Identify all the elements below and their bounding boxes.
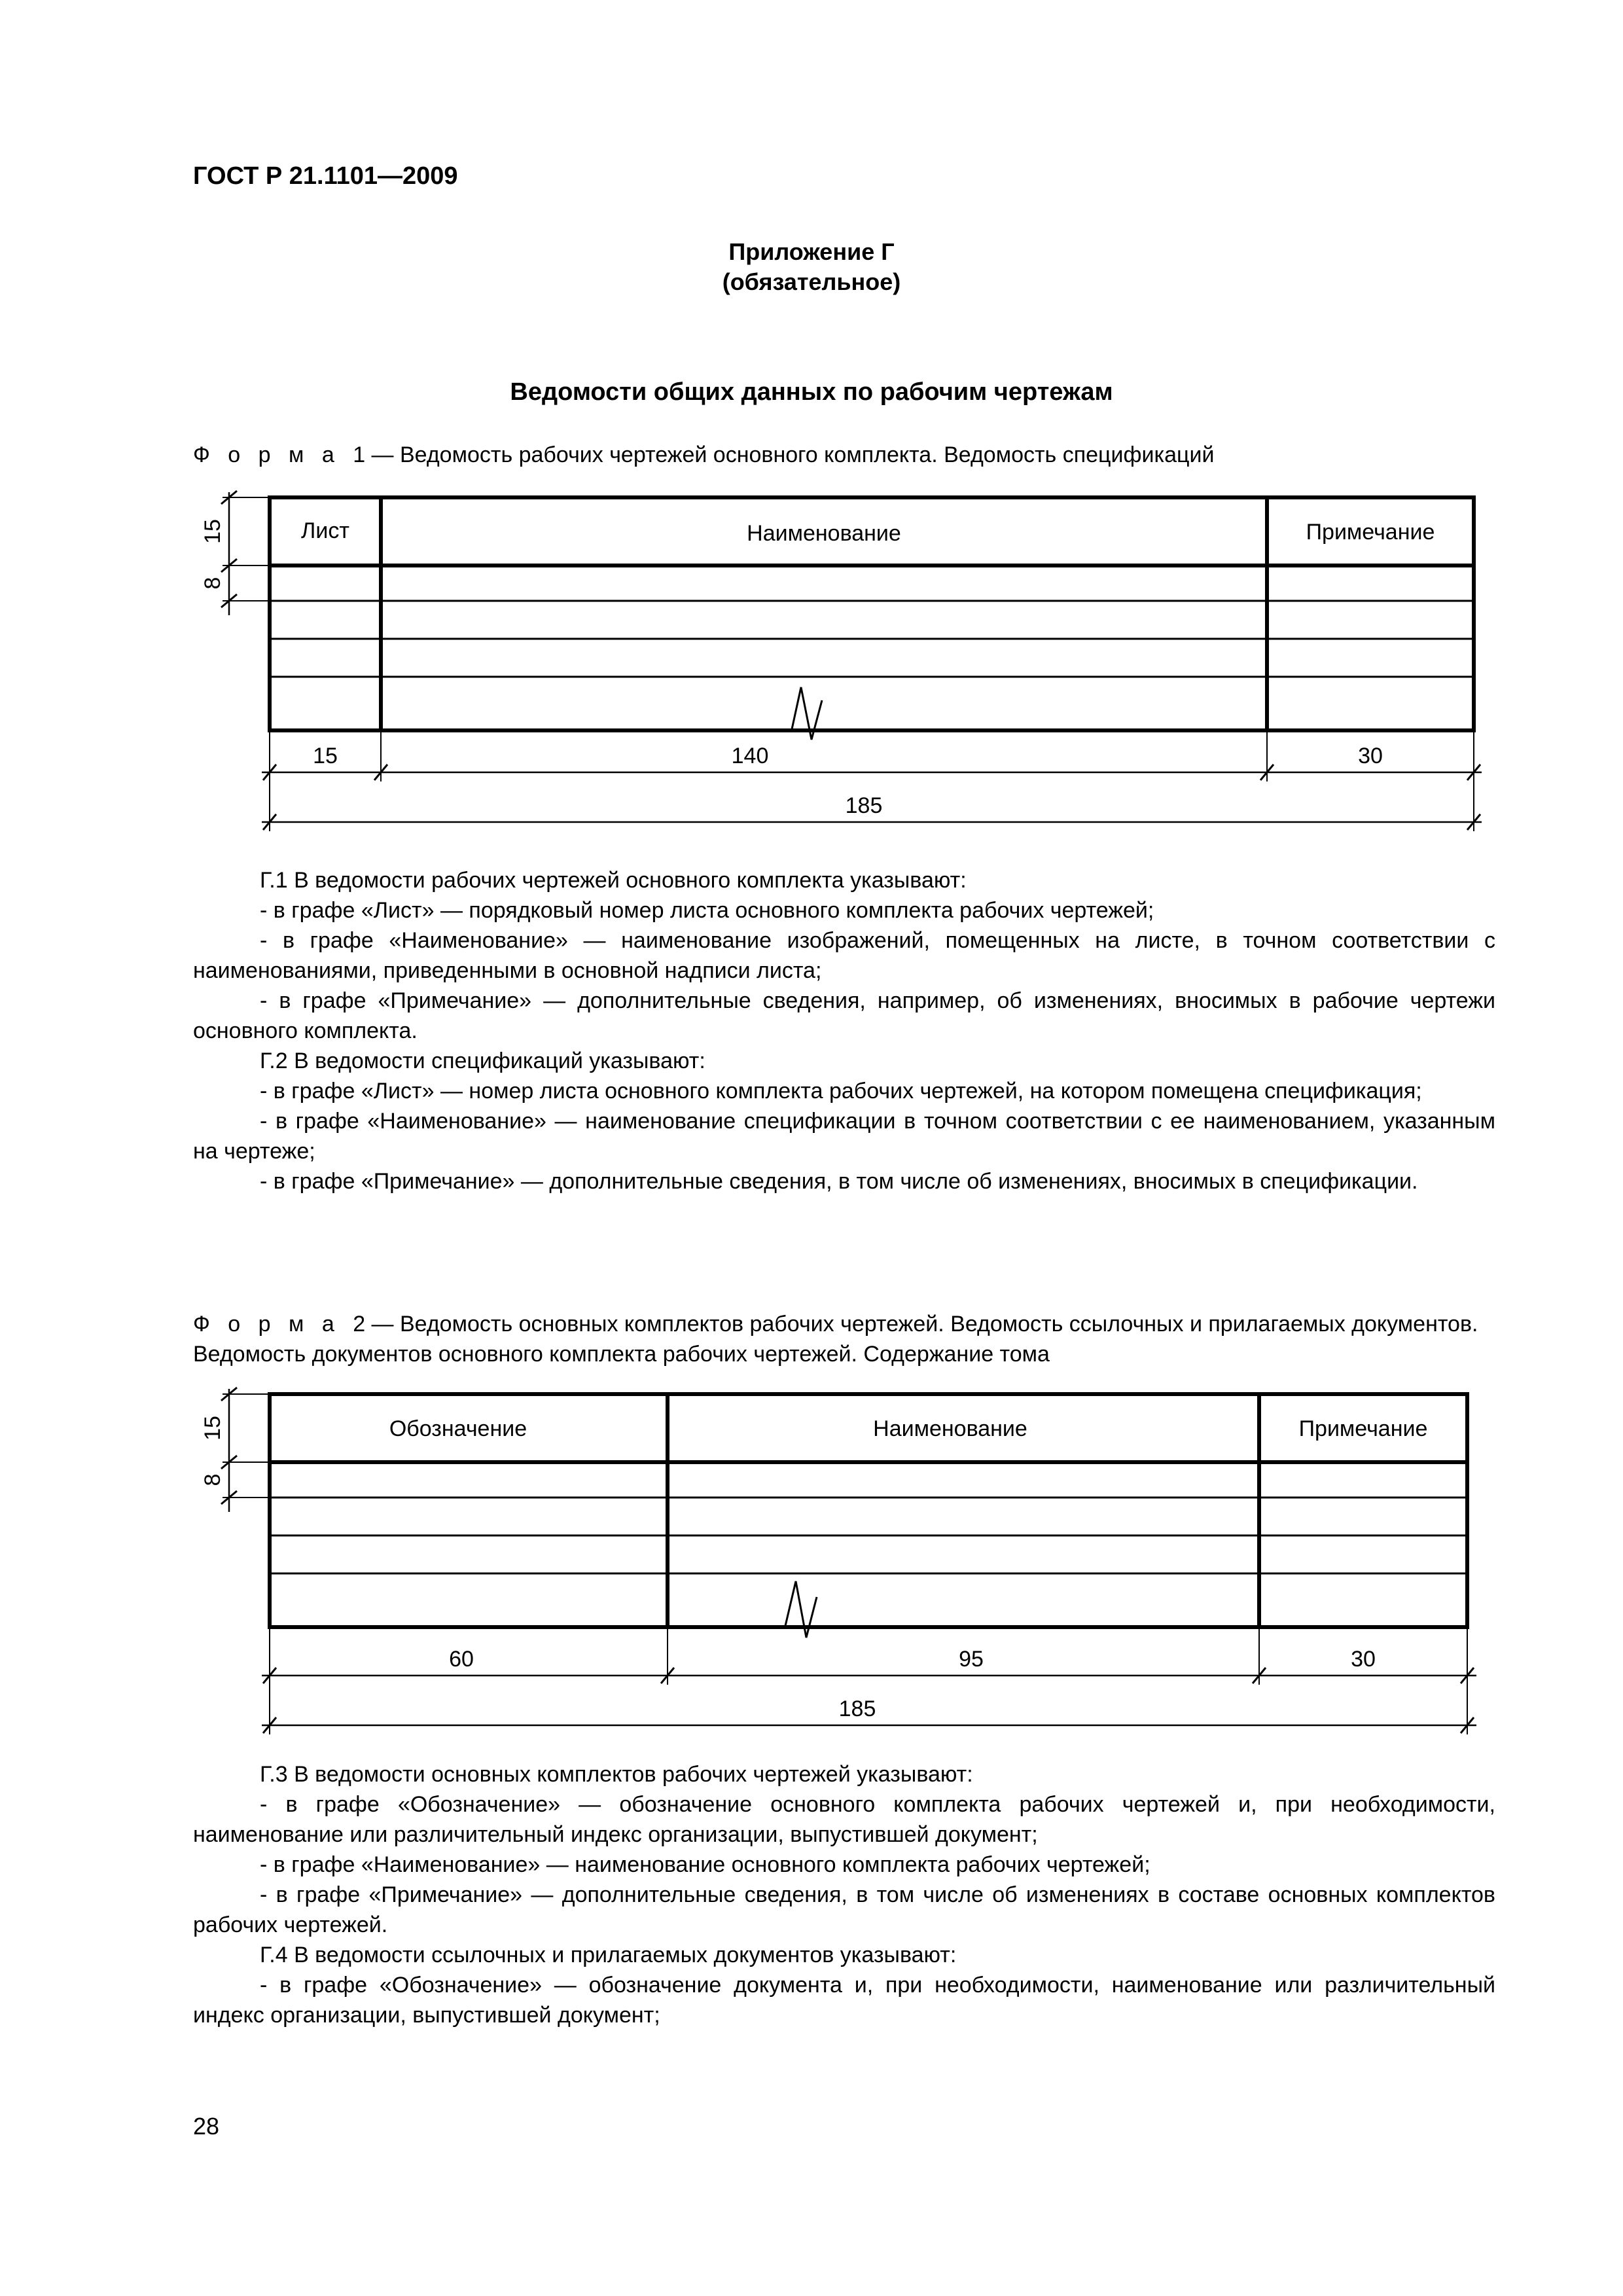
paragraph: - в графе «Обозначение» — обозначение документа и, при необходимости, наименование или различительный индекс организации, выпустившей документ;: [193, 1973, 1495, 2028]
form2-col3-header: Примечание: [1298, 1416, 1428, 1441]
form2-row-height: 8: [200, 1473, 225, 1486]
page-number: 28: [193, 2113, 220, 2140]
form1-width1: 15: [313, 744, 338, 768]
paragraph: Г.3 В ведомости основных комплектов рабочих чертежей указывают:: [260, 1762, 973, 1787]
form2-caption: [193, 1309, 1495, 1369]
form2-width2: 95: [959, 1647, 984, 1672]
form2-break-mark: [785, 1581, 817, 1638]
main-title: Ведомости общих данных по рабочим чертежам: [510, 378, 1113, 406]
section1-text: [193, 865, 1495, 1196]
form2-label: Ф о р м а: [193, 1312, 340, 1336]
form2-header-height: 15: [200, 1416, 225, 1441]
paragraph: Г.2 В ведомости спецификаций указывают:: [260, 1049, 705, 1073]
form2-width1: 60: [449, 1647, 474, 1672]
paragraph: - в графе «Обозначение» — обозначение основного комплекта рабочих чертежей и, при необходимости, наименование или различительный индекс организации, выпустившей документ;: [193, 1792, 1495, 1847]
form2-table-drawing: [0, 1381, 1623, 1748]
form2-width3: 30: [1351, 1647, 1376, 1672]
form1-col1-header: Лист: [301, 518, 349, 543]
paragraph: - в графе «Примечание» — дополнительные сведения, например, об изменениях, вносимых в рабочие чертежи основного комплекта.: [193, 988, 1495, 1043]
form1-header-height: 15: [200, 519, 225, 544]
form1-col3-header: Примечание: [1306, 520, 1435, 545]
paragraph: - в графе «Наименование» — наименование изображений, помещенных на листе, в точном соответствии с наименованиями, приведенными в основной надписи листа;: [193, 928, 1495, 983]
standard-designation: ГОСТ Р 21.1101—2009: [193, 162, 458, 190]
form1-width3: 30: [1358, 744, 1383, 768]
form1-label: Ф о р м а: [193, 442, 340, 467]
form2-caption-text: 2 — Ведомость основных комплектов рабочих чертежей. Ведомость ссылочных и прилагаемых документов. Ведомость документов основного комплекта рабочих чертежей. Содержание тома: [193, 1312, 1478, 1367]
form2-col1-header: Обозначение: [389, 1416, 527, 1441]
form1-row-height: 8: [200, 577, 225, 590]
form1-width2: 140: [731, 744, 769, 768]
form1-col2-header: Наименование: [747, 521, 901, 546]
form1-caption-text: 1 — Ведомость рабочих чертежей основного комплекта. Ведомость спецификаций: [353, 442, 1215, 467]
paragraph: - в графе «Примечание» — дополнительные сведения, в том числе об изменениях в составе основных комплектов рабочих чертежей.: [193, 1882, 1495, 1937]
appendix-type: (обязательное): [722, 268, 901, 295]
form2-total-width: 185: [838, 1696, 876, 1721]
paragraph: Г.1 В ведомости рабочих чертежей основного комплекта указывают:: [260, 868, 967, 893]
appendix-title: Приложение Г: [728, 238, 895, 265]
paragraph: Г.4 В ведомости ссылочных и прилагаемых документов указывают:: [260, 1943, 957, 1967]
paragraph: - в графе «Наименование» — наименование спецификации в точном соответствии с ее наименованием, указанным на чертеже;: [193, 1109, 1495, 1164]
form1-caption: [193, 440, 1495, 470]
form1-table-drawing: [0, 484, 1623, 851]
paragraph: - в графе «Примечание» — дополнительные сведения, в том числе об изменениях, вносимых в спецификации.: [260, 1169, 1418, 1194]
paragraph: - в графе «Наименование» — наименование основного комплекта рабочих чертежей;: [260, 1852, 1150, 1877]
section2-text: [193, 1759, 1495, 2030]
form1-total-width: 185: [845, 793, 883, 818]
paragraph: - в графе «Лист» — номер листа основного комплекта рабочих чертежей, на котором помещена спецификация;: [260, 1079, 1422, 1103]
form2-col2-header: Наименование: [873, 1416, 1027, 1441]
paragraph: - в графе «Лист» — порядковый номер листа основного комплекта рабочих чертежей;: [260, 898, 1154, 923]
